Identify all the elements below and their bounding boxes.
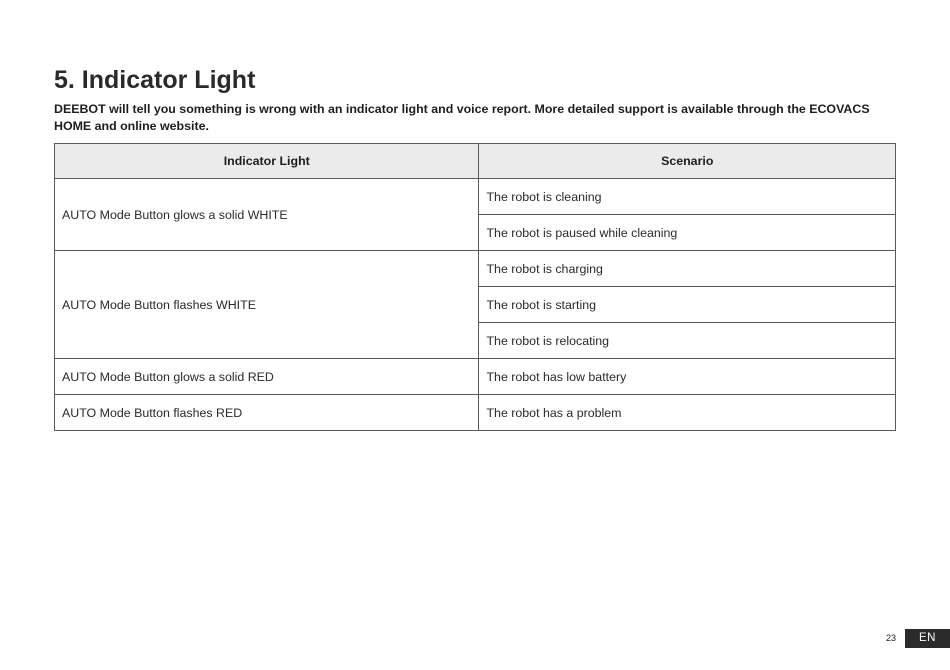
- indicator-cell: AUTO Mode Button glows a solid WHITE: [55, 179, 479, 251]
- language-tab: EN: [905, 629, 950, 648]
- indicator-cell: AUTO Mode Button flashes RED: [55, 395, 479, 431]
- intro-paragraph: DEEBOT will tell you something is wrong with an indicator light and voice report. More detailed support is available through the ECOVACS HOME and online website.: [54, 102, 870, 133]
- column-header-indicator-light: Indicator Light: [55, 144, 479, 179]
- scenario-cell: The robot is paused while cleaning: [479, 215, 896, 251]
- scenario-cell: The robot is cleaning: [479, 179, 896, 215]
- indicator-cell: AUTO Mode Button flashes WHITE: [55, 251, 479, 359]
- table-row: [55, 395, 896, 431]
- scenario-cell: The robot is starting: [479, 287, 896, 323]
- indicator-light-table: [54, 143, 896, 431]
- indicator-cell: AUTO Mode Button glows a solid RED: [55, 359, 479, 395]
- table-row: [55, 251, 896, 287]
- table-row: [55, 359, 896, 395]
- table-header-row: [55, 144, 896, 179]
- page-number: 23: [885, 633, 896, 643]
- scenario-cell: The robot has low battery: [479, 359, 896, 395]
- scenario-cell: The robot is charging: [479, 251, 896, 287]
- scenario-cell: The robot is relocating: [479, 323, 896, 359]
- column-header-scenario: Scenario: [479, 144, 896, 179]
- page-title: 5. Indicator Light: [54, 66, 256, 94]
- table-row: [55, 179, 896, 215]
- scenario-cell: The robot has a problem: [479, 395, 896, 431]
